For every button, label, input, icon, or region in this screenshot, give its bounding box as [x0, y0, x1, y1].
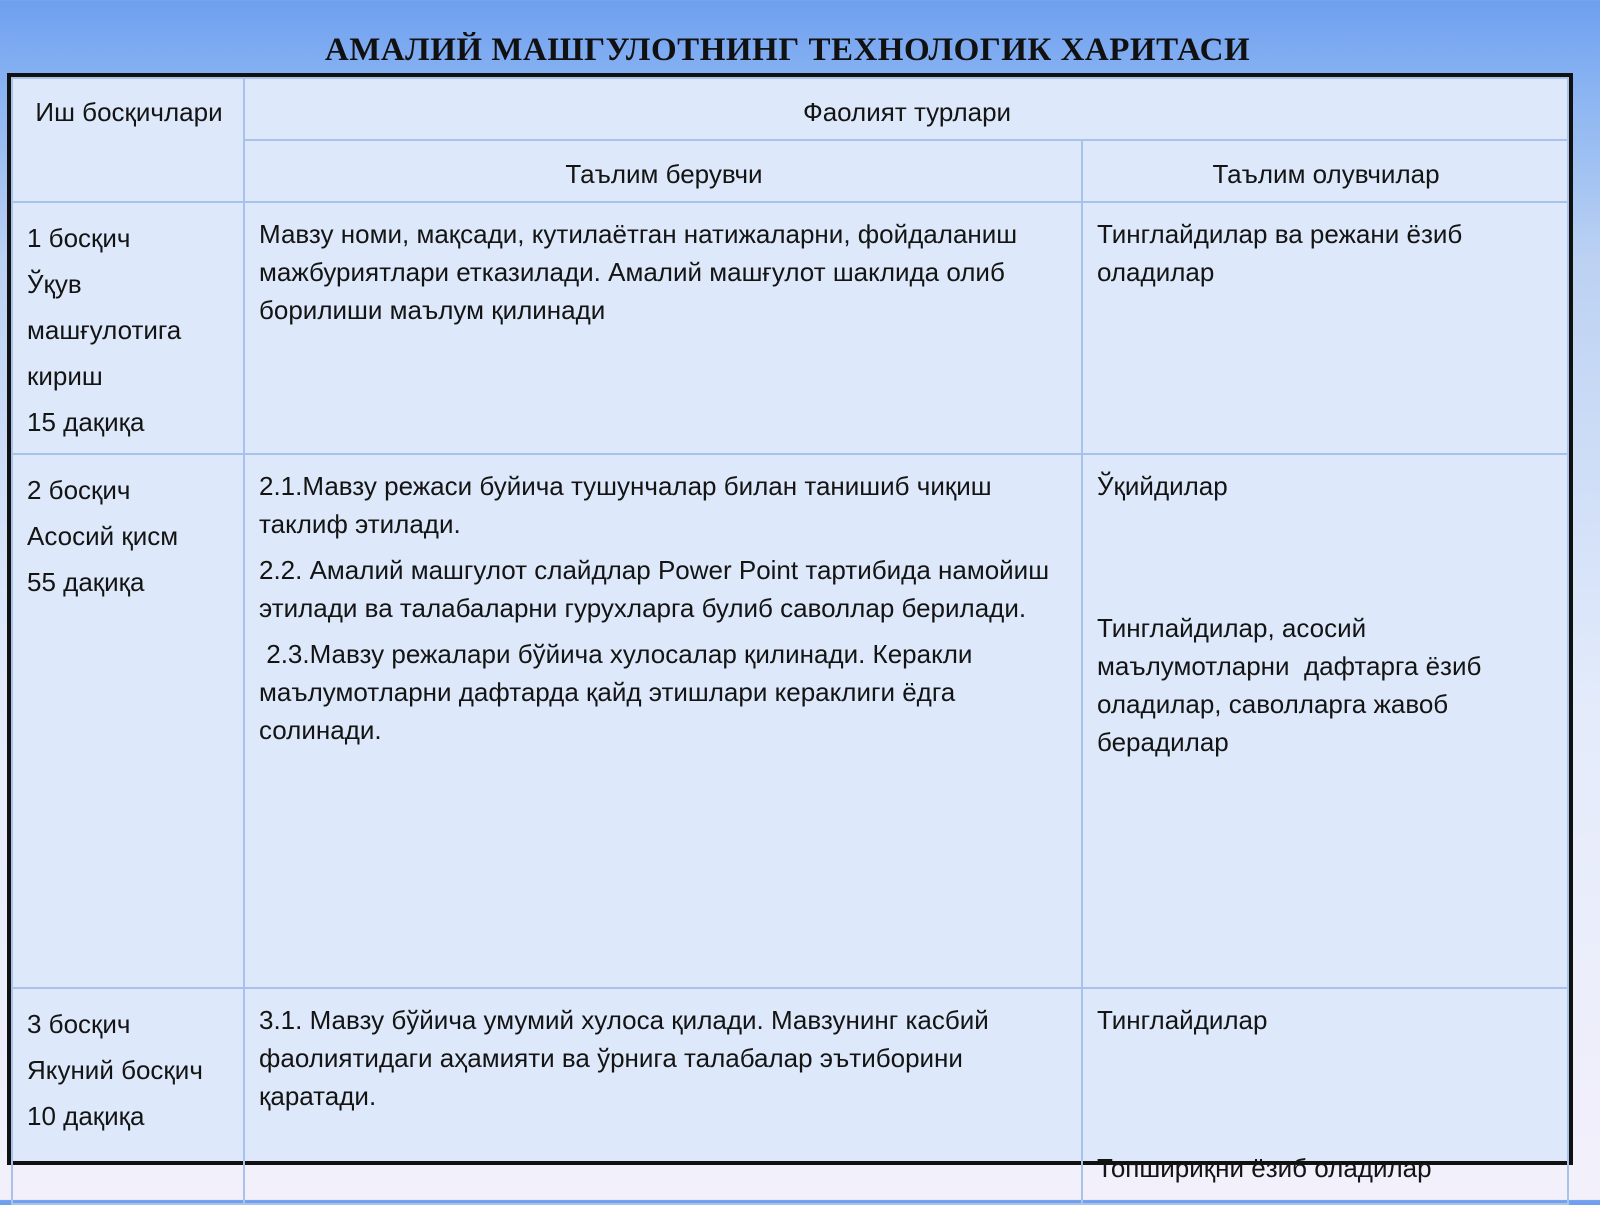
stage-duration: 55 дақиқа — [27, 567, 145, 597]
header-stages: Иш босқичлари — [12, 78, 244, 202]
table-row — [12, 454, 1568, 988]
teacher-cell — [244, 988, 1082, 1204]
technology-map-table — [7, 73, 1573, 1183]
students-text: Тинглайдилар, асосий маълумотларни дафтарга ёзиб оладилар, саволларга жавоб берадилар — [1097, 613, 1489, 757]
table-row — [12, 202, 1568, 454]
header-teacher: Таълим берувчи — [244, 140, 1082, 202]
teacher-cell — [244, 202, 1082, 454]
stage-name: Якуний босқич — [27, 1055, 203, 1085]
stage-number: 1 босқич — [27, 223, 131, 253]
stage-duration: 15 дақиқа — [27, 407, 145, 437]
students-text: Ўқийдилар — [1097, 471, 1228, 501]
header-students: Таълим олувчилар — [1082, 140, 1568, 202]
teacher-text: 2.2. Амалий машгулот слайдлар Power Point тартибида намойиш этилади ва талабаларни гурухларга булиб саволлар берилади. — [259, 555, 1050, 623]
students-text: Тинглайдилар ва режани ёзиб оладилар — [1097, 219, 1463, 287]
students-cell — [1082, 988, 1568, 1204]
teacher-text: Мавзу номи, мақсади, кутилаётган натижаларни, фойдаланиш мажбуриятлари етказилади. Амалий машғулот шаклида олиб борилиши маълум қилинади — [259, 219, 1018, 325]
stage-duration: 10 дақиқа — [27, 1101, 145, 1131]
students-text: Тинглайдилар — [1097, 1005, 1268, 1035]
students-cell — [1082, 202, 1568, 454]
stage-cell — [12, 988, 244, 1204]
stage-name: Ўқув машғулотига — [27, 269, 182, 345]
stage-cell — [12, 454, 244, 988]
students-cell — [1082, 454, 1568, 988]
stage-number: 2 босқич — [27, 475, 131, 505]
page-title: АМАЛИЙ МАШГУЛОТНИНГ ТЕХНОЛОГИК ХАРИТАСИ — [324, 32, 1251, 68]
teacher-text: 2.3.Мавзу режалари бўйича хулосалар қилинади. Керакли маълумотларни дафтарда қайд этишлари кераклиги ёдга солинади. — [259, 639, 980, 745]
stage-name: кириш — [27, 361, 103, 391]
teacher-text: 3.1. Мавзу бўйича умумий хулоса қилади. Мавзунинг касбий фаолиятидаги аҳамияти ва ўрнига талабалар эътиборини қаратади. — [259, 1005, 989, 1111]
table-row — [12, 988, 1568, 1204]
stage-number: 3 босқич — [27, 1009, 131, 1039]
stage-cell — [12, 202, 244, 454]
teacher-text: 2.1.Мавзу режаси буйича тушунчалар билан танишиб чиқиш таклиф этилади. — [259, 471, 992, 539]
stage-name: Асосий қисм — [27, 521, 179, 551]
teacher-cell — [244, 454, 1082, 988]
students-text: Топшириқни ёзиб оладилар — [1097, 1153, 1432, 1183]
header-activities: Фаолият турлари — [244, 78, 1568, 140]
